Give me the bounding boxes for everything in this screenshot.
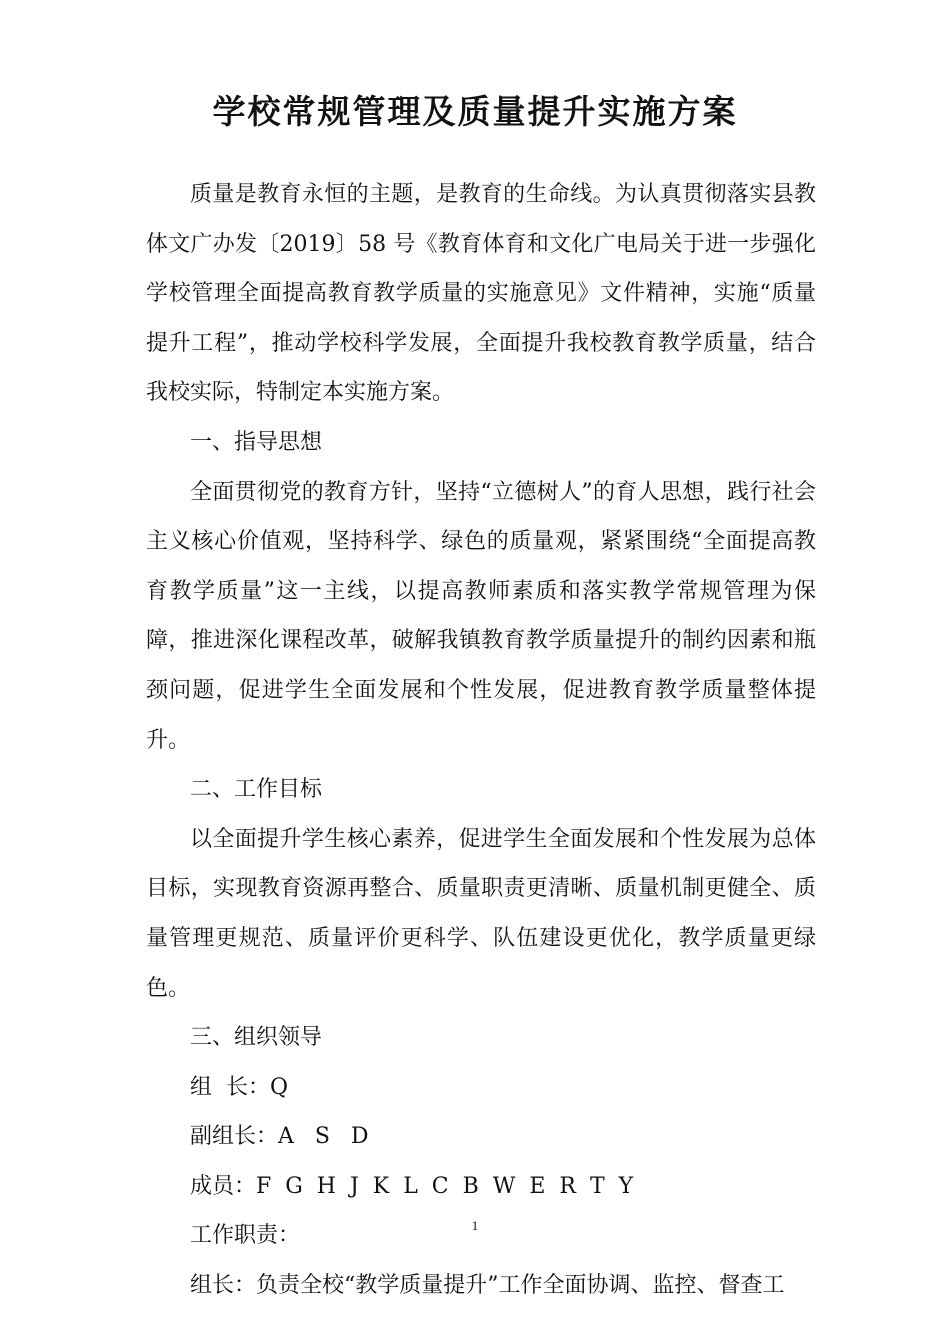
duties-heading: 工作职责：: [190, 1223, 301, 1249]
leader-duty-line: 组长：负责全校“教学质量提升”工作全面协调、监控、督查工: [190, 1273, 785, 1299]
intro-paragraph: 质量是教育永恒的主题，是教育的生命线。为认真贯彻落实县教体文广办发〔2019〕58 号《教育体育和文化广电局关于进一步强化学校管理全面提高教育教学质量的实施意见》文件精神，实施“质量提升工程”，推动学校科学发展，全面提升我校教育教学质量，结合我校实际，特制定本实施方案。: [146, 182, 816, 406]
deputy-leader-line: 副组长：A S D: [190, 1124, 369, 1150]
page-number: 1: [471, 1218, 479, 1233]
leader-line: 组 长：Q: [190, 1074, 289, 1100]
guiding-ideology-paragraph: 全面贯彻党的教育方针，坚持“立德树人”的育人思想，践行社会主义核心价值观，坚持科学、绿色的质量观，紧紧围绕“全面提高教育教学质量”这一主线，以提高教师素质和落实教学常规管理为保障，推进深化课程改革，破解我镇教育教学质量提升的制约因素和瓶颈问题，促进学生全面发展和个性发展，促进教育教学质量整体提升。: [146, 479, 816, 753]
document-body: [146, 170, 816, 1311]
document-title: 学校常规管理及质量提升实施方案: [212, 92, 738, 131]
work-goals-paragraph: 以全面提升学生核心素养，促进学生全面发展和个性发展为总体目标，实现教育资源再整合、质量职责更清晰、质量机制更健全、质量管理更规范、质量评价更科学、队伍建设更优化，教学质量更绿色。: [146, 826, 816, 1001]
section-heading-guiding-ideology: 一、指导思想: [190, 429, 323, 455]
members-line: 成员：F G H J K L C B W E R T Y: [190, 1173, 634, 1199]
section-heading-work-goals: 二、工作目标: [190, 777, 323, 803]
section-heading-organization: 三、组织领导: [190, 1025, 323, 1051]
